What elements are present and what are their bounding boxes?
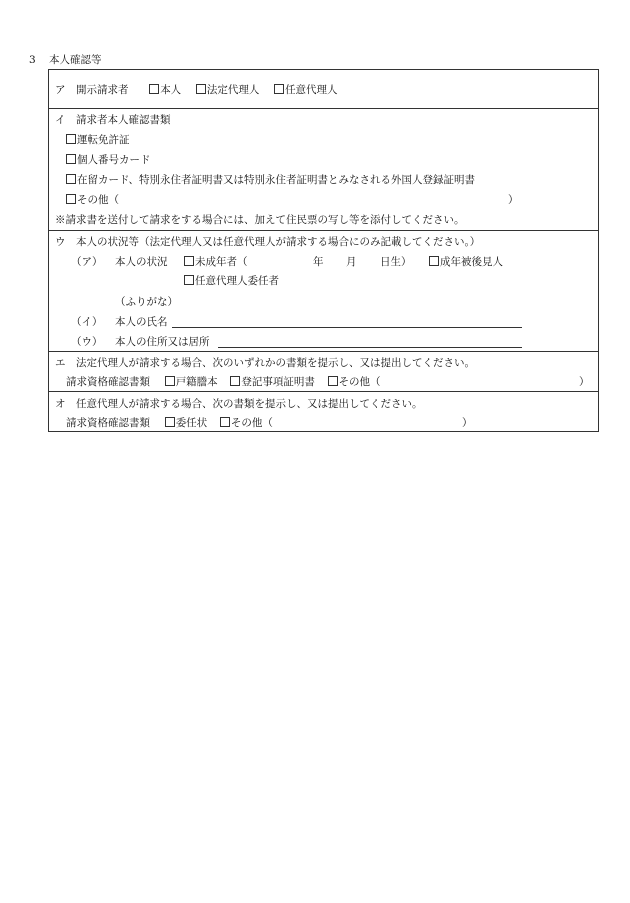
- checkbox-self[interactable]: 本人: [149, 84, 181, 96]
- name-index: （イ）: [71, 316, 103, 328]
- checkbox-voluntary-agent[interactable]: 任意代理人: [274, 84, 338, 96]
- voluntary-agent-docs-title: オ 任意代理人が請求する場合、次の書類を提示し、又は提出してください。: [55, 398, 423, 410]
- birth-year-unit: 年: [313, 256, 324, 268]
- id-other-close: ）: [508, 194, 519, 206]
- checkbox-drivers-license[interactable]: 運転免許証: [66, 133, 130, 147]
- checkbox-minor[interactable]: 未成年者（: [184, 255, 248, 269]
- checkbox-legal-agent[interactable]: 法定代理人: [196, 84, 260, 96]
- row-divider: [48, 230, 599, 231]
- legal-other-close: ）: [579, 376, 590, 388]
- section-number: 3: [29, 54, 36, 66]
- checkbox-adult-ward[interactable]: 成年被後見人: [429, 255, 503, 269]
- legal-docs-label: 請求資格確認書類: [66, 376, 150, 388]
- id-docs-title: イ 請求者本人確認書類: [55, 114, 171, 126]
- address-index: （ウ）: [71, 336, 103, 348]
- checkbox-voluntary-other[interactable]: その他（: [220, 417, 273, 429]
- address-field[interactable]: [218, 335, 522, 350]
- birth-month-unit: 月: [346, 256, 357, 268]
- checkbox-residence-card[interactable]: 在留カード、特別永住者証明書又は特別永住者証明書とみなされる外国人登録証明書: [66, 173, 475, 187]
- checkbox-id-other[interactable]: その他（: [66, 193, 119, 207]
- name-field[interactable]: [172, 315, 522, 330]
- name-label: 本人の氏名: [115, 316, 168, 328]
- person-status-title: ウ 本人の状況等（法定代理人又は任意代理人が請求する場合にのみ記載してください。）: [55, 236, 481, 248]
- birth-day-unit: 日生）: [380, 256, 412, 268]
- row-divider: [48, 391, 599, 392]
- checkbox-registry-certificate[interactable]: 登記事項証明書: [230, 376, 315, 388]
- section-title: 本人確認等: [49, 54, 102, 66]
- checkbox-legal-other[interactable]: その他（: [328, 376, 381, 388]
- requester-row: [55, 83, 338, 97]
- legal-agent-docs-row: [66, 375, 381, 389]
- row-divider: [48, 351, 599, 352]
- address-label: 本人の住所又は居所: [115, 336, 210, 348]
- voluntary-other-close: ）: [462, 417, 473, 429]
- row-divider: [48, 108, 599, 109]
- furigana-label: （ふりがな）: [115, 296, 178, 308]
- requester-label: ア 開示請求者: [55, 84, 129, 96]
- voluntary-docs-label: 請求資格確認書類: [66, 417, 150, 429]
- checkbox-delegator[interactable]: 任意代理人委任者: [184, 274, 279, 288]
- section-heading: [29, 53, 102, 67]
- legal-agent-docs-title: エ 法定代理人が請求する場合、次のいずれかの書類を提示し、又は提出してください。: [55, 357, 475, 369]
- mail-note: ※請求書を送付して請求をする場合には、加えて住民票の写し等を添付してください。: [55, 214, 465, 226]
- checkbox-power-of-attorney[interactable]: 委任状: [165, 417, 208, 429]
- checkbox-family-register[interactable]: 戸籍謄本: [165, 376, 218, 388]
- status-label: 本人の状況: [115, 256, 168, 268]
- status-index: （ア）: [71, 256, 103, 268]
- checkbox-my-number-card[interactable]: 個人番号カード: [66, 153, 151, 167]
- voluntary-agent-docs-row: [66, 416, 273, 430]
